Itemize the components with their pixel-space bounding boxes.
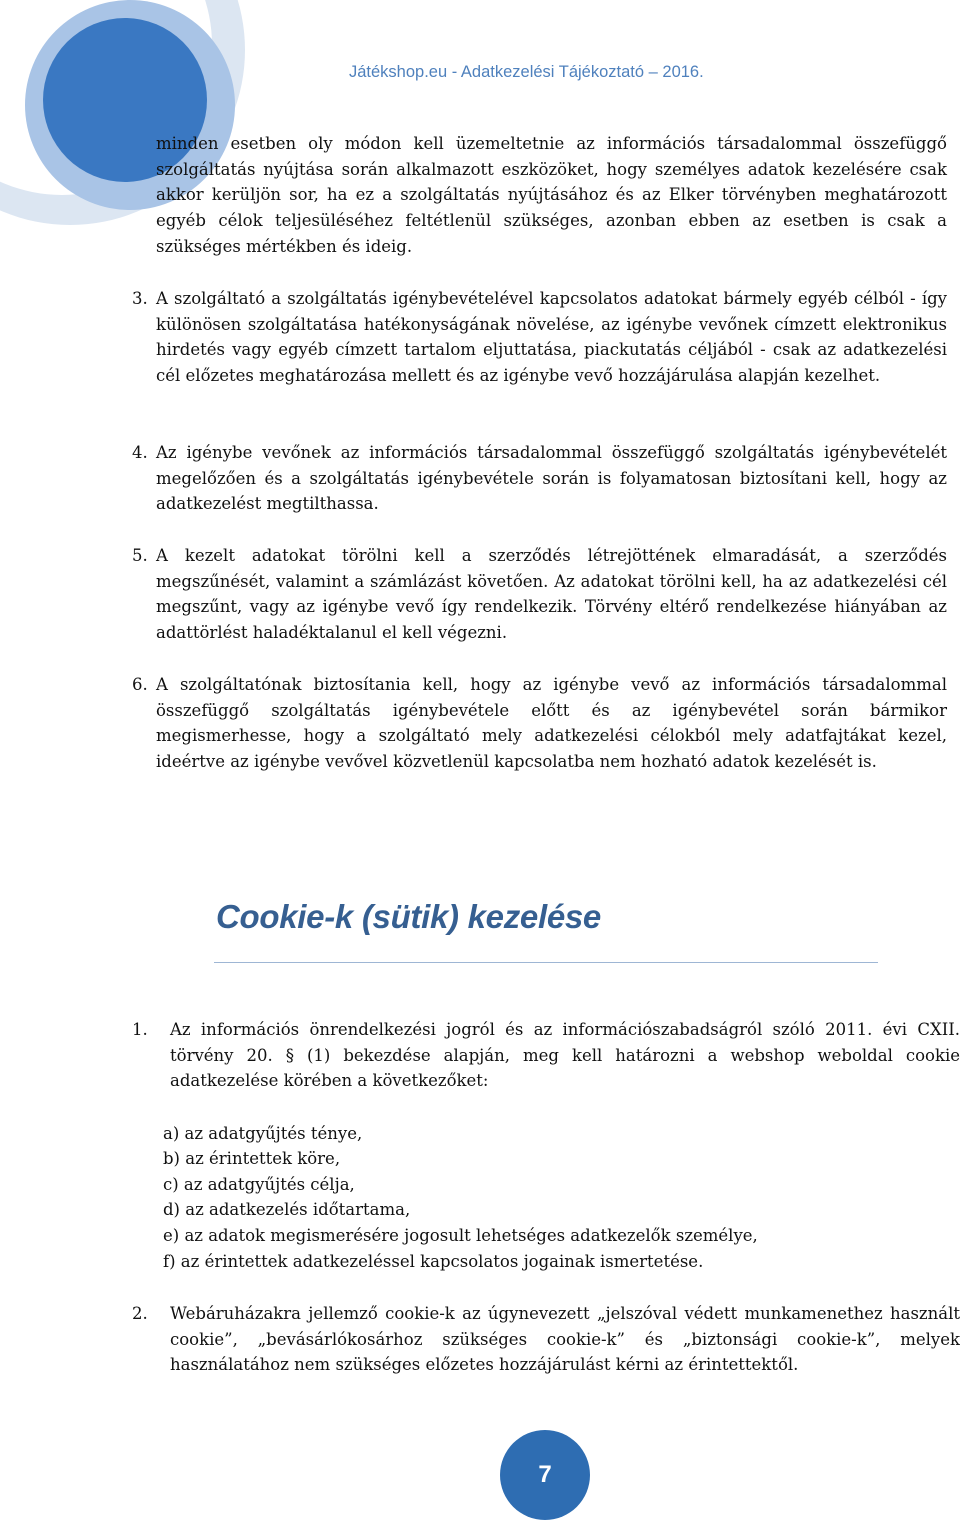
sub-list-item: e) az adatok megismerésére jogosult lehetséges adatkezelők személye, [163,1226,758,1245]
sub-list-item: d) az adatkezelés időtartama, [163,1200,411,1219]
item-text: A szolgáltató a szolgáltatás igénybevételével kapcsolatos adatokat bármely egyéb célból - így különösen szolgáltatása hatékonyságának növelése, az igénybe vevőnek címzett elektronikus hirdetés vagy egyéb címzett tartalom eljuttatása, piackutatás céljából - csak az adatkezelési cél előzetes meghatározása mellett és az igénybe vevő hozzájárulása alapján kezelhet. [156,289,947,386]
page-number-badge: 7 [500,1430,590,1520]
title-underline [214,962,878,963]
item-text: A kezelt adatokat törölni kell a szerződés létrejöttének elmaradását, a szerződés megszűnését, valamint a számlázást követően. Az adatokat törölni kell, ha az adatkezelési cél megszűnt, vagy az igénybe vevő így rendelkezik. Törvény eltérő rendelkezése hiányában az adattörlést haladéktalanul el kell végezni. [156,546,947,643]
section-item-number: 2. [132,1304,148,1323]
section-title: Cookie-k (sütik) kezelése [216,898,601,935]
sub-list-item: f) az érintettek adatkezeléssel kapcsolatos jogainak ismertetése. [163,1252,704,1271]
item-text: Az igénybe vevőnek az információs társadalommal összefüggő szolgáltatás igénybevételét megelőzően és a szolgáltatás igénybevétele során is folyamatosan biztosítani kell, hogy az adatkezelést megtilthassa. [156,443,947,514]
item-number: 6. [132,675,148,694]
item-text: A szolgáltatónak biztosítania kell, hogy az igénybe vevő az információs társadalommal összefüggő szolgáltatás igénybevétele előtt és az igénybevétel során bármikor megismerhesse, hogy a szolgáltató mely adatkezelési célokból mely adatfajtákat kezel, ideértve az igénybe vevővel közvetlenül kapcsolatba nem hozható adatok kezelését is. [156,675,947,772]
section-item-text: Webáruházakra jellemző cookie-k az úgynevezett „jelszóval védett munkamenethez használt cookie”, „bevásárlókosárhoz szükséges cookie-k” és „biztonsági cookie-k”, melyek használatához nem szükséges előzetes hozzájárulást kérni az érintettektől. [170,1304,960,1375]
section-item-text: Az információs önrendelkezési jogról és az információszabadságról szóló 2011. évi CXII. törvény 20. § (1) bekezdése alapján, meg kell határozni a webshop weboldal cookie adatkezelése körében a következőket: [170,1020,960,1091]
intro-paragraph: minden esetben oly módon kell üzemeltetnie az információs társadalommal összefüggő szolgáltatás nyújtása során alkalmazott eszközöket, hogy személyes adatok kezelésére csak akkor kerüljön sor, ha ez a szolgáltatás nyújtásához és az Elker törvényben meghatározott egyéb célok teljesüléséhez feltétlenül szükséges, azonban ebben az esetben is csak a szükséges mértékben és ideig. [156,134,947,256]
item-number: 5. [132,546,148,565]
sub-list-item: a) az adatgyűjtés ténye, [163,1124,363,1143]
section-item-number: 1. [132,1020,148,1039]
item-number: 4. [132,443,148,462]
sub-list-item: b) az érintettek köre, [163,1149,341,1168]
item-number: 3. [132,289,148,308]
page-header: Játékshop.eu - Adatkezelési Tájékoztató – 2016. [349,63,704,81]
sub-list-item: c) az adatgyűjtés célja, [163,1175,355,1194]
